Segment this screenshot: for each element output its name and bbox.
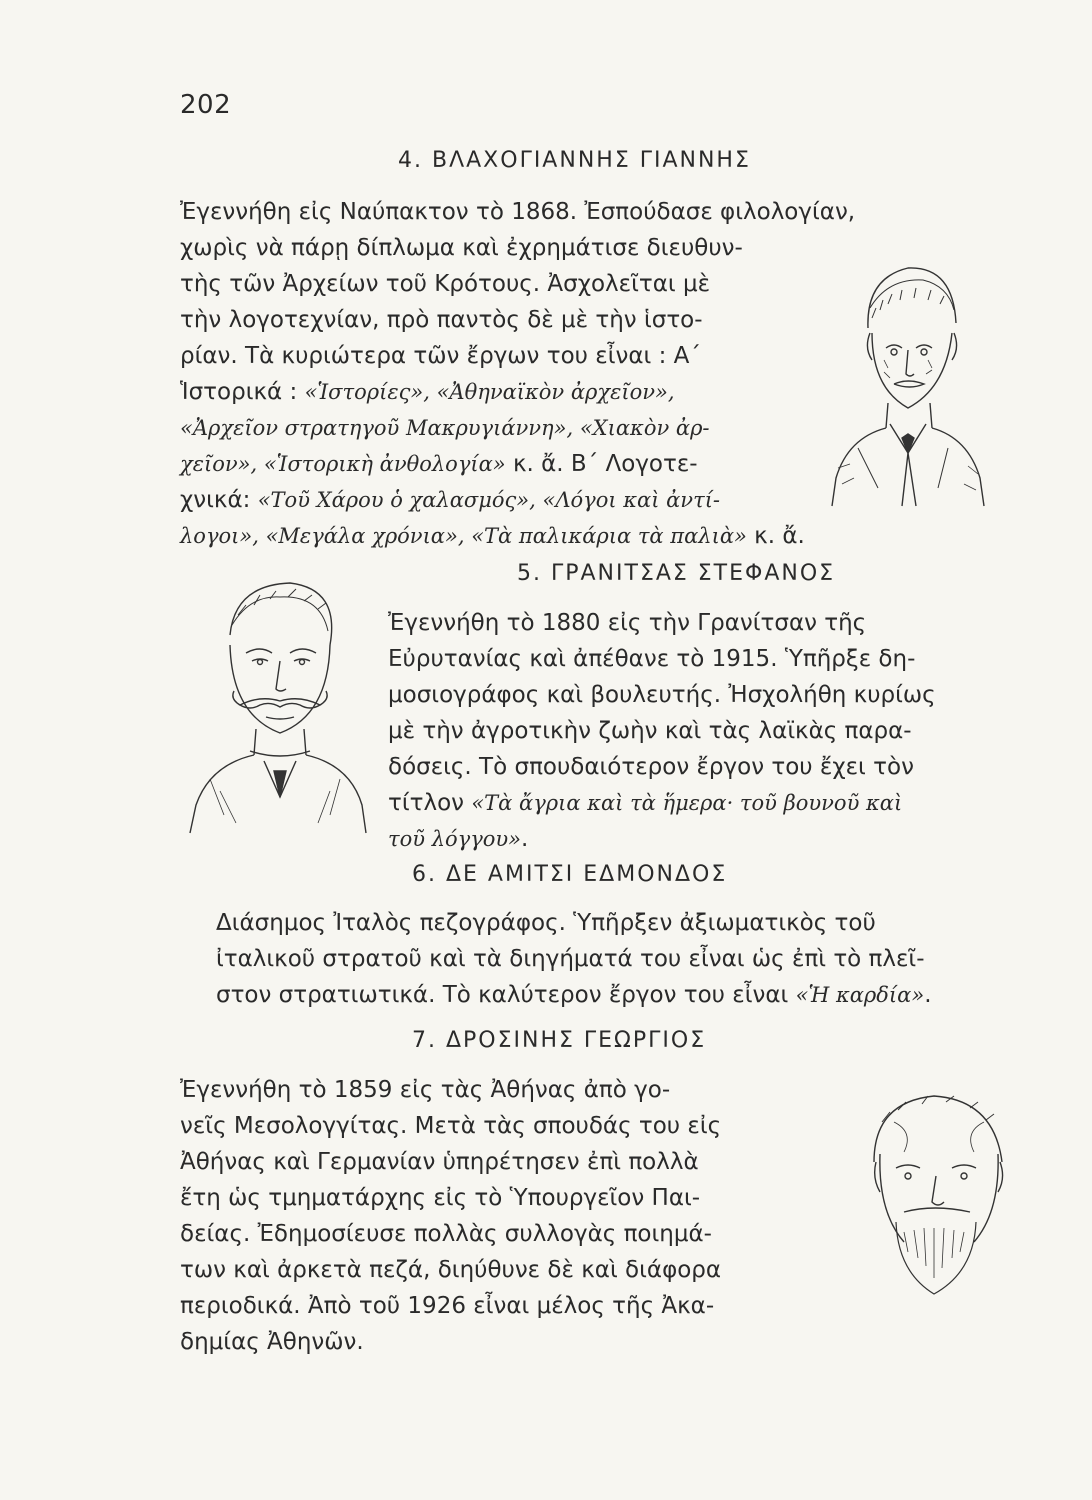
text-run: Ἱστορικά :	[180, 379, 305, 405]
section-heading-de-amicis: 6. ΔΕ ΑΜΙΤΣΙ ΕΔΜΟΝΔΟΣ	[412, 862, 728, 887]
section-heading-vlachogiannis: 4. ΒΛΑΧΟΓΙΑΝΝΗΣ ΓΙΑΝΝΗΣ	[398, 148, 751, 173]
text-run: Εὐρυτανίας καὶ ἀπέθανε τὸ 1915. Ὑπῆρξε δη-	[388, 646, 916, 672]
italic-title-run: «Τοῦ Χάρου ὁ χαλασμός», «Λόγοι καὶ ἀντί-	[257, 488, 721, 512]
italic-title-run: «Ἀρχεῖον στρατηγοῦ Μακρυγιάννη», «Χιακὸν ἀρ-	[180, 416, 710, 440]
italic-title-run: χεῖον», «Ἱστορικὴ ἀνθολογία»	[180, 452, 506, 476]
text-line	[388, 821, 1018, 857]
text-line	[388, 749, 1018, 785]
section-text-granitsas	[388, 605, 1018, 857]
portrait-drosinis	[834, 1082, 1014, 1312]
text-line	[180, 1180, 810, 1216]
section-text-de-amicis	[216, 905, 1008, 1013]
text-run: τὴν λογοτεχνίαν, πρὸ παντὸς δὲ μὲ τὴν ἱστο-	[180, 307, 703, 333]
text-run: Διάσημος Ἰταλὸς πεζογράφος. Ὑπῆρξεν ἀξιωματικὸς τοῦ	[216, 910, 876, 936]
portrait-vlachogiannis	[828, 238, 988, 508]
italic-title-run: «Τὰ ἄγρια καὶ τὰ ἥμερα· τοῦ βουνοῦ καὶ	[471, 791, 903, 815]
text-run: νεῖς Μεσολογγίτας. Μετὰ τὰς σπουδάς του εἰς	[180, 1113, 722, 1139]
text-run: Ἐγεννήθη τὸ 1859 εἰς τὰς Ἀθήνας ἀπὸ γο-	[180, 1077, 671, 1103]
section-heading-granitsas: 5. ΓΡΑΝΙΤΣΑΣ ΣΤΕΦΑΝΟΣ	[517, 561, 836, 586]
text-run: κ. ἄ. Β΄ Λογοτε-	[505, 451, 698, 477]
text-run: δείας. Ἐδημοσίευσε πολλὰς συλλογὰς ποιημά-	[180, 1221, 712, 1247]
text-line	[216, 977, 1008, 1013]
text-line	[180, 1324, 810, 1360]
section-text-drosinis	[180, 1072, 810, 1360]
text-line	[388, 785, 1018, 821]
italic-title-run: «Ἡ καρδία»	[795, 983, 925, 1007]
text-run: χνικά:	[180, 487, 258, 513]
text-run: χωρὶς νὰ πάρῃ δίπλωμα καὶ ἐχρημάτισε διευθυν-	[180, 235, 743, 261]
text-run: μοσιογράφος καὶ βουλευτής. Ἠσχολήθη κυρίως	[388, 682, 936, 708]
text-line	[180, 1216, 810, 1252]
text-run: των καὶ ἀρκετὰ πεζά, διηύθυνε δὲ καὶ διάφορα	[180, 1257, 722, 1283]
page-number: 202	[180, 90, 232, 120]
text-line	[216, 941, 1008, 977]
text-run: στον στρατιωτικά. Τὸ καλύτερον ἔργον του εἶναι	[216, 982, 796, 1008]
text-run: Ἀθήνας καὶ Γερμανίαν ὑπηρέτησεν ἐπὶ πολλὰ	[180, 1149, 699, 1175]
text-line	[180, 194, 1010, 230]
text-run: ἔτη ὡς τμηματάρχης εἰς τὸ Ὑπουργεῖον Παι-	[180, 1185, 701, 1211]
text-line	[180, 1288, 810, 1324]
portrait-granitsas	[180, 565, 370, 835]
text-run: ἰταλικοῦ στρατοῦ καὶ τὰ διηγήματά του εἶναι ὡς ἐπὶ τὸ πλεῖ-	[216, 946, 925, 972]
italic-title-run: «Ἱστορίες», «Ἀθηναϊκὸν ἀρχεῖον»,	[304, 380, 675, 404]
text-run: μὲ τὴν ἀγροτικὴν ζωὴν καὶ τὰς λαϊκὰς παρα-	[388, 718, 912, 744]
italic-title-run: τοῦ λόγγου»	[388, 827, 522, 851]
text-run: Ἐγεννήθη εἰς Ναύπακτον τὸ 1868. Ἐσπούδασε φιλολογίαν,	[180, 199, 856, 225]
text-line	[180, 1252, 810, 1288]
text-run: δημίας Ἀθηνῶν.	[180, 1329, 364, 1355]
text-line	[180, 518, 1010, 554]
section-heading-drosinis: 7. ΔΡΟΣΙΝΗΣ ΓΕΩΡΓΙΟΣ	[412, 1028, 707, 1053]
text-line	[180, 1144, 810, 1180]
text-run: δόσεις. Τὸ σπουδαιότερον ἔργον του ἔχει τὸν	[388, 754, 914, 780]
text-line	[388, 713, 1018, 749]
text-run: ρίαν. Τὰ κυριώτερα τῶν ἔργων του εἶναι : Α΄	[180, 343, 701, 369]
text-run: κ. ἄ.	[746, 523, 805, 549]
text-line	[180, 1072, 810, 1108]
text-line	[388, 641, 1018, 677]
text-run: τίτλον	[388, 790, 472, 816]
text-run: τὴς τῶν Ἀρχείων τοῦ Κρότους. Ἀσχολεῖται μὲ	[180, 271, 711, 297]
text-run: περιοδικά. Ἀπὸ τοῦ 1926 εἶναι μέλος τῆς Ἀκα-	[180, 1293, 715, 1319]
text-line	[180, 1108, 810, 1144]
text-line	[388, 677, 1018, 713]
text-run: Ἐγεννήθη τὸ 1880 εἰς τὴν Γρανίτσαν τῆς	[388, 610, 867, 636]
text-run: .	[521, 826, 529, 852]
italic-title-run: λογοι», «Μεγάλα χρόνια», «Τὰ παλικάρια τὰ παλιὰ»	[180, 524, 747, 548]
text-line	[388, 605, 1018, 641]
text-line	[216, 905, 1008, 941]
text-run: .	[924, 982, 932, 1008]
